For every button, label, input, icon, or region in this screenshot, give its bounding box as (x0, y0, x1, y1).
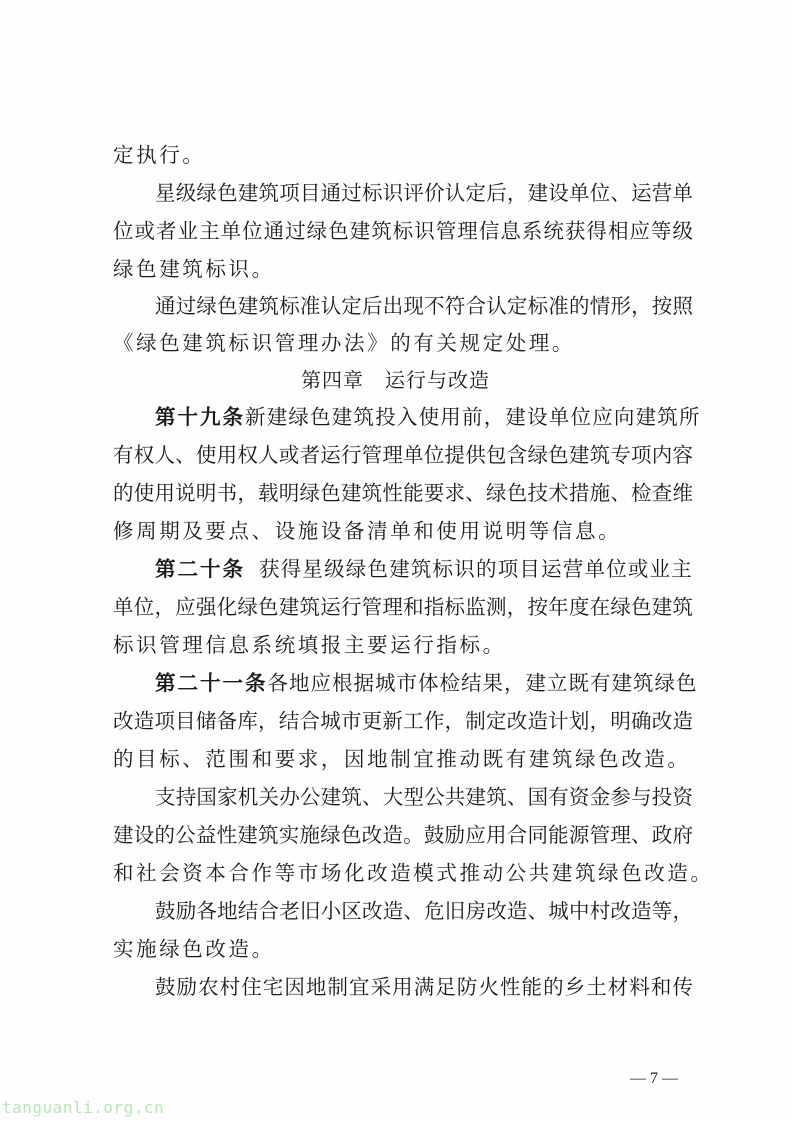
text-line: 支持国家机关办公建筑、大型公共建筑、国有资金参与投资 (155, 785, 693, 809)
article-21-text: 各地应根据城市体检结果，建立既有建筑绿色 (267, 671, 698, 695)
article-19-first-line (155, 404, 701, 430)
text-line: 的使用说明书，载明绿色建筑性能要求、绿色技术措施、检查维 (113, 481, 693, 505)
article-21-label: 第二十一条 (155, 671, 268, 695)
text-line: 的目标、范围和要求，因地制宜推动既有建筑绿色改造。 (113, 747, 691, 771)
article-19-text: 新建绿色建筑投入使用前，建设单位应向建筑所 (245, 405, 701, 429)
watermark: tanguanli.org.cn (2, 1098, 165, 1117)
article-20-text: 获得星级绿色建筑标识的项目运营单位或业主 (259, 557, 693, 581)
article-20-first-line (155, 556, 693, 582)
text-line: 修周期及要点、设施设备清单和使用说明等信息。 (113, 519, 622, 543)
text-line: 实施绿色改造。 (113, 937, 275, 961)
text-line: 绿色建筑标识。 (113, 257, 275, 281)
article-21-first-line (155, 670, 698, 696)
text-line: 定执行。 (113, 143, 206, 167)
text-line: 星级绿色建筑项目通过标识评价认定后，建设单位、运营单 (155, 181, 693, 205)
text-line: 标识管理信息系统填报主要运行指标。 (113, 633, 506, 657)
text-line: 鼓励各地结合老旧小区改造、危旧房改造、城中村改造等， (155, 899, 693, 923)
text-line: 有权人、使用权人或者运行管理单位提供包含绿色建筑专项内容 (113, 443, 693, 467)
article-19-label: 第十九条 (155, 405, 245, 429)
page-number: — 7 — (630, 1070, 678, 1087)
text-line: 通过绿色建筑标准认定后出现不符合认定标准的情形，按照 (155, 294, 693, 318)
text-line: 建设的公益性建筑实施绿色改造。鼓励应用合同能源管理、政府 (113, 823, 693, 847)
text-line: 鼓励农村住宅因地制宜采用满足防火性能的乡土材料和传 (155, 975, 693, 999)
text-line: 《绿色建筑标识管理办法》的有关规定处理。 (113, 331, 575, 355)
text-line: 单位，应强化绿色建筑运行管理和指标监测，按年度在绿色建筑 (113, 595, 693, 619)
chapter-heading: 第四章 运行与改造 (301, 368, 490, 392)
text-line: 位或者业主单位通过绿色建筑标识管理信息系统获得相应等级 (113, 219, 693, 243)
text-line: 改造项目储备库，结合城市更新工作，制定改造计划，明确改造 (113, 709, 693, 733)
text-line: 和社会资本合作等市场化改造模式推动公共建筑绿色改造。 (113, 861, 714, 885)
article-20-label: 第二十条 (155, 557, 245, 581)
